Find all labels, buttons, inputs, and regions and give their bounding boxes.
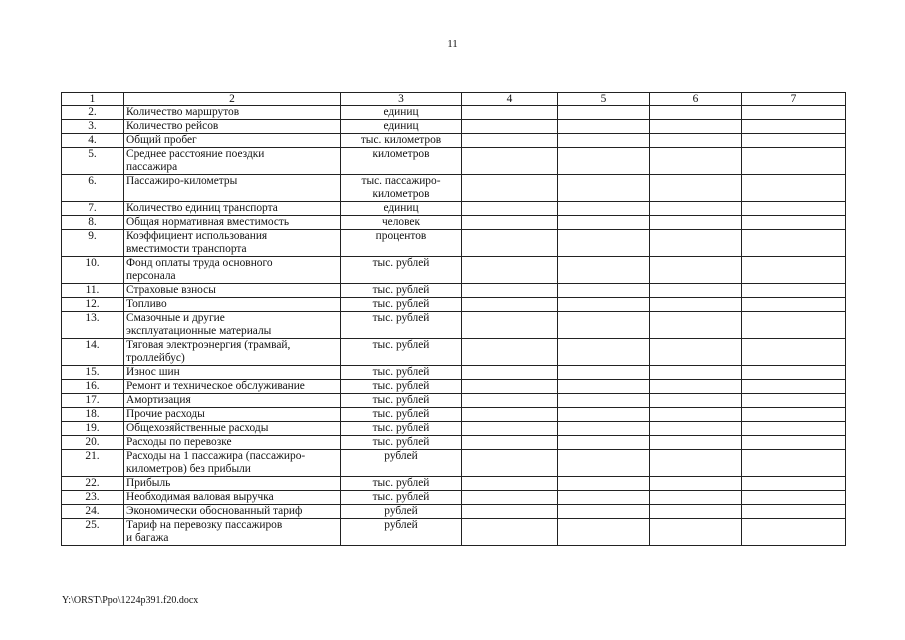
table-row xyxy=(62,134,846,148)
indicator-name xyxy=(124,505,341,519)
value-cell-col-4 xyxy=(462,450,558,477)
indicator-name-line: Смазочные и другие xyxy=(126,312,225,324)
table-row xyxy=(62,257,846,284)
indicator-name xyxy=(124,134,341,148)
value-cell-col-6 xyxy=(650,298,742,312)
indicator-name xyxy=(124,257,341,284)
table-row xyxy=(62,450,846,477)
table-row xyxy=(62,422,846,436)
header-row xyxy=(62,93,846,106)
value-cell-col-6 xyxy=(650,477,742,491)
indicator-name-line: Прочие расходы xyxy=(126,408,205,420)
row-number: 22. xyxy=(62,477,124,491)
table-row xyxy=(62,366,846,380)
value-cell-col-6 xyxy=(650,148,742,175)
column-header-3: 3 xyxy=(341,93,462,106)
unit-of-measure-line: тыс. рублей xyxy=(372,394,430,406)
unit-of-measure xyxy=(341,422,462,436)
indicator-name-line: вместимости транспорта xyxy=(126,243,247,255)
value-cell-col-7 xyxy=(742,505,846,519)
indicator-name xyxy=(124,230,341,257)
value-cell-col-5 xyxy=(558,312,650,339)
value-cell-col-7 xyxy=(742,422,846,436)
value-cell-col-6 xyxy=(650,422,742,436)
value-cell-col-6 xyxy=(650,202,742,216)
indicator-name xyxy=(124,339,341,366)
value-cell-col-6 xyxy=(650,491,742,505)
value-cell-col-4 xyxy=(462,380,558,394)
indicator-name xyxy=(124,436,341,450)
indicator-name xyxy=(124,519,341,546)
row-number: 24. xyxy=(62,505,124,519)
row-number: 7. xyxy=(62,202,124,216)
unit-of-measure xyxy=(341,450,462,477)
indicator-name-line: километров) без прибыли xyxy=(126,463,251,475)
unit-of-measure-line: километров xyxy=(372,188,430,200)
unit-of-measure xyxy=(341,216,462,230)
indicator-name xyxy=(124,298,341,312)
row-number: 20. xyxy=(62,436,124,450)
indicator-name-line: Ремонт и техническое обслуживание xyxy=(126,380,305,392)
value-cell-col-6 xyxy=(650,394,742,408)
unit-of-measure-line: тыс. рублей xyxy=(372,312,430,324)
unit-of-measure xyxy=(341,148,462,175)
value-cell-col-4 xyxy=(462,216,558,230)
table-row xyxy=(62,216,846,230)
column-header-1: 1 xyxy=(62,93,124,106)
row-number: 25. xyxy=(62,519,124,546)
indicator-name xyxy=(124,366,341,380)
value-cell-col-7 xyxy=(742,298,846,312)
value-cell-col-5 xyxy=(558,202,650,216)
table-row xyxy=(62,175,846,202)
indicator-name xyxy=(124,175,341,202)
value-cell-col-5 xyxy=(558,257,650,284)
unit-of-measure-line: рублей xyxy=(384,519,418,531)
row-number: 18. xyxy=(62,408,124,422)
value-cell-col-6 xyxy=(650,257,742,284)
table-row xyxy=(62,380,846,394)
table-row xyxy=(62,148,846,175)
value-cell-col-6 xyxy=(650,519,742,546)
value-cell-col-5 xyxy=(558,380,650,394)
value-cell-col-7 xyxy=(742,380,846,394)
indicator-name-line: пассажира xyxy=(126,161,178,173)
row-number: 19. xyxy=(62,422,124,436)
value-cell-col-6 xyxy=(650,339,742,366)
page-number: 11 xyxy=(447,38,458,50)
indicator-name xyxy=(124,106,341,120)
indicator-name-line: Общий пробег xyxy=(126,134,197,146)
indicator-name xyxy=(124,408,341,422)
value-cell-col-7 xyxy=(742,450,846,477)
indicator-name xyxy=(124,120,341,134)
unit-of-measure-line: единиц xyxy=(383,202,419,214)
table-row xyxy=(62,284,846,298)
value-cell-col-5 xyxy=(558,216,650,230)
value-cell-col-4 xyxy=(462,120,558,134)
indicator-name-line: Общехозяйственные расходы xyxy=(126,422,269,434)
value-cell-col-4 xyxy=(462,106,558,120)
value-cell-col-6 xyxy=(650,436,742,450)
value-cell-col-6 xyxy=(650,134,742,148)
value-cell-col-4 xyxy=(462,491,558,505)
unit-of-measure-line: тыс. километров xyxy=(360,134,442,146)
value-cell-col-4 xyxy=(462,257,558,284)
table-row xyxy=(62,230,846,257)
row-number: 9. xyxy=(62,230,124,257)
row-number: 16. xyxy=(62,380,124,394)
indicator-name-line: Износ шин xyxy=(126,366,180,378)
indicator-name-line: Тариф на перевозку пассажиров xyxy=(126,519,283,531)
value-cell-col-5 xyxy=(558,450,650,477)
indicator-name-line: Прибыль xyxy=(126,477,171,489)
indicator-name-line: Количество маршрутов xyxy=(126,106,240,118)
unit-of-measure-line: единиц xyxy=(383,120,419,132)
indicator-name xyxy=(124,477,341,491)
row-number: 13. xyxy=(62,312,124,339)
indicator-name-line: Коэффициент использования xyxy=(126,230,268,242)
value-cell-col-5 xyxy=(558,148,650,175)
value-cell-col-6 xyxy=(650,380,742,394)
row-number: 11. xyxy=(62,284,124,298)
row-number: 6. xyxy=(62,175,124,202)
value-cell-col-7 xyxy=(742,257,846,284)
table-row xyxy=(62,339,846,366)
value-cell-col-7 xyxy=(742,436,846,450)
report-table-body xyxy=(62,106,846,546)
indicator-name-line: эксплуатационные материалы xyxy=(126,325,272,337)
value-cell-col-5 xyxy=(558,175,650,202)
value-cell-col-7 xyxy=(742,519,846,546)
unit-of-measure-line: тыс. рублей xyxy=(372,339,430,351)
value-cell-col-5 xyxy=(558,519,650,546)
value-cell-col-5 xyxy=(558,120,650,134)
unit-of-measure xyxy=(341,477,462,491)
unit-of-measure-line: единиц xyxy=(383,106,419,118)
value-cell-col-4 xyxy=(462,505,558,519)
unit-of-measure xyxy=(341,408,462,422)
indicator-name xyxy=(124,394,341,408)
value-cell-col-5 xyxy=(558,408,650,422)
value-cell-col-4 xyxy=(462,175,558,202)
indicator-name-line: Страховые взносы xyxy=(126,284,216,296)
value-cell-col-4 xyxy=(462,422,558,436)
value-cell-col-5 xyxy=(558,284,650,298)
value-cell-col-7 xyxy=(742,408,846,422)
value-cell-col-6 xyxy=(650,505,742,519)
indicator-name-line: Экономически обоснованный тариф xyxy=(126,505,303,517)
value-cell-col-4 xyxy=(462,477,558,491)
value-cell-col-7 xyxy=(742,134,846,148)
unit-of-measure xyxy=(341,491,462,505)
value-cell-col-4 xyxy=(462,230,558,257)
indicator-name xyxy=(124,380,341,394)
indicator-name-line: Фонд оплаты труда основного xyxy=(126,257,273,269)
value-cell-col-5 xyxy=(558,436,650,450)
unit-of-measure xyxy=(341,106,462,120)
unit-of-measure-line: тыс. рублей xyxy=(372,257,430,269)
value-cell-col-5 xyxy=(558,491,650,505)
table-row xyxy=(62,394,846,408)
unit-of-measure-line: тыс. рублей xyxy=(372,298,430,310)
table-row xyxy=(62,106,846,120)
row-number: 8. xyxy=(62,216,124,230)
unit-of-measure-line: тыс. рублей xyxy=(372,408,430,420)
unit-of-measure-line: рублей xyxy=(384,505,418,517)
table-row xyxy=(62,202,846,216)
table-row xyxy=(62,519,846,546)
value-cell-col-4 xyxy=(462,394,558,408)
unit-of-measure-line: тыс. рублей xyxy=(372,422,430,434)
indicator-name-line: Количество единиц транспорта xyxy=(126,202,278,214)
value-cell-col-6 xyxy=(650,216,742,230)
unit-of-measure xyxy=(341,298,462,312)
unit-of-measure-line: тыс. рублей xyxy=(372,491,430,503)
value-cell-col-6 xyxy=(650,450,742,477)
row-number: 12. xyxy=(62,298,124,312)
unit-of-measure-line: процентов xyxy=(375,230,427,242)
footer-file-path: Y:\ORST\Ppo\1224p391.f20.docx xyxy=(62,595,199,606)
value-cell-col-5 xyxy=(558,394,650,408)
unit-of-measure-line: человек xyxy=(381,216,421,228)
table-row xyxy=(62,436,846,450)
table-row xyxy=(62,120,846,134)
value-cell-col-7 xyxy=(742,148,846,175)
value-cell-col-4 xyxy=(462,408,558,422)
unit-of-measure xyxy=(341,394,462,408)
row-number: 21. xyxy=(62,450,124,477)
report-table xyxy=(61,92,846,546)
value-cell-col-5 xyxy=(558,422,650,436)
unit-of-measure xyxy=(341,284,462,298)
indicator-name xyxy=(124,450,341,477)
unit-of-measure xyxy=(341,134,462,148)
value-cell-col-6 xyxy=(650,106,742,120)
value-cell-col-4 xyxy=(462,298,558,312)
column-header-2: 2 xyxy=(124,93,341,106)
table-row xyxy=(62,408,846,422)
value-cell-col-7 xyxy=(742,120,846,134)
table-row xyxy=(62,298,846,312)
column-header-5: 5 xyxy=(558,93,650,106)
value-cell-col-4 xyxy=(462,519,558,546)
row-number: 23. xyxy=(62,491,124,505)
indicator-name xyxy=(124,284,341,298)
unit-of-measure xyxy=(341,257,462,284)
indicator-name-line: Необходимая валовая выручка xyxy=(126,491,274,503)
indicator-name xyxy=(124,491,341,505)
unit-of-measure xyxy=(341,230,462,257)
indicator-name-line: троллейбус) xyxy=(126,352,185,364)
indicator-name-line: Топливо xyxy=(126,298,167,310)
unit-of-measure xyxy=(341,120,462,134)
indicator-name-line: Количество рейсов xyxy=(126,120,219,132)
value-cell-col-7 xyxy=(742,366,846,380)
value-cell-col-5 xyxy=(558,505,650,519)
value-cell-col-5 xyxy=(558,298,650,312)
value-cell-col-4 xyxy=(462,148,558,175)
unit-of-measure xyxy=(341,312,462,339)
value-cell-col-5 xyxy=(558,366,650,380)
value-cell-col-6 xyxy=(650,175,742,202)
value-cell-col-7 xyxy=(742,175,846,202)
unit-of-measure xyxy=(341,519,462,546)
row-number: 14. xyxy=(62,339,124,366)
indicator-name-line: Тяговая электроэнергия (трамвай, xyxy=(126,339,291,351)
value-cell-col-4 xyxy=(462,284,558,298)
unit-of-measure-line: тыс. рублей xyxy=(372,380,430,392)
value-cell-col-7 xyxy=(742,491,846,505)
value-cell-col-4 xyxy=(462,134,558,148)
indicator-name xyxy=(124,148,341,175)
value-cell-col-5 xyxy=(558,106,650,120)
unit-of-measure-line: тыс. рублей xyxy=(372,477,430,489)
indicator-name-line: и багажа xyxy=(126,532,169,544)
table-row xyxy=(62,477,846,491)
indicator-name xyxy=(124,422,341,436)
value-cell-col-7 xyxy=(742,216,846,230)
indicator-name-line: Амортизация xyxy=(126,394,191,406)
value-cell-col-6 xyxy=(650,120,742,134)
table-row xyxy=(62,491,846,505)
value-cell-col-4 xyxy=(462,436,558,450)
value-cell-col-6 xyxy=(650,366,742,380)
unit-of-measure-line: рублей xyxy=(384,450,418,462)
value-cell-col-7 xyxy=(742,284,846,298)
unit-of-measure xyxy=(341,505,462,519)
unit-of-measure xyxy=(341,175,462,202)
unit-of-measure-line: тыс. рублей xyxy=(372,366,430,378)
row-number: 10. xyxy=(62,257,124,284)
value-cell-col-5 xyxy=(558,477,650,491)
table-row xyxy=(62,312,846,339)
row-number: 4. xyxy=(62,134,124,148)
unit-of-measure-line: тыс. рублей xyxy=(372,284,430,296)
unit-of-measure-line: километров xyxy=(372,148,430,160)
column-header-6: 6 xyxy=(650,93,742,106)
unit-of-measure xyxy=(341,380,462,394)
value-cell-col-5 xyxy=(558,230,650,257)
value-cell-col-6 xyxy=(650,312,742,339)
value-cell-col-4 xyxy=(462,312,558,339)
value-cell-col-4 xyxy=(462,202,558,216)
unit-of-measure-line: тыс. пассажиро- xyxy=(361,175,441,187)
value-cell-col-7 xyxy=(742,230,846,257)
indicator-name-line: Пассажиро-километры xyxy=(126,175,238,187)
unit-of-measure xyxy=(341,339,462,366)
value-cell-col-4 xyxy=(462,339,558,366)
column-header-7: 7 xyxy=(742,93,846,106)
value-cell-col-5 xyxy=(558,134,650,148)
indicator-name-line: Общая нормативная вместимость xyxy=(126,216,290,228)
value-cell-col-7 xyxy=(742,106,846,120)
column-header-4: 4 xyxy=(462,93,558,106)
row-number: 17. xyxy=(62,394,124,408)
value-cell-col-4 xyxy=(462,366,558,380)
value-cell-col-6 xyxy=(650,230,742,257)
value-cell-col-6 xyxy=(650,408,742,422)
unit-of-measure xyxy=(341,366,462,380)
row-number: 15. xyxy=(62,366,124,380)
row-number: 3. xyxy=(62,120,124,134)
indicator-name-line: Среднее расстояние поездки xyxy=(126,148,265,160)
indicator-name-line: Расходы на 1 пассажира (пассажиро- xyxy=(126,450,306,462)
table-row xyxy=(62,505,846,519)
row-number: 5. xyxy=(62,148,124,175)
indicator-name-line: Расходы по перевозке xyxy=(126,436,232,448)
value-cell-col-7 xyxy=(742,312,846,339)
unit-of-measure-line: тыс. рублей xyxy=(372,436,430,448)
indicator-name xyxy=(124,312,341,339)
indicator-name xyxy=(124,216,341,230)
row-number: 2. xyxy=(62,106,124,120)
value-cell-col-7 xyxy=(742,202,846,216)
value-cell-col-7 xyxy=(742,339,846,366)
value-cell-col-7 xyxy=(742,477,846,491)
indicator-name-line: персонала xyxy=(126,270,176,282)
unit-of-measure xyxy=(341,436,462,450)
indicator-name xyxy=(124,202,341,216)
value-cell-col-5 xyxy=(558,339,650,366)
value-cell-col-6 xyxy=(650,284,742,298)
value-cell-col-7 xyxy=(742,394,846,408)
unit-of-measure xyxy=(341,202,462,216)
